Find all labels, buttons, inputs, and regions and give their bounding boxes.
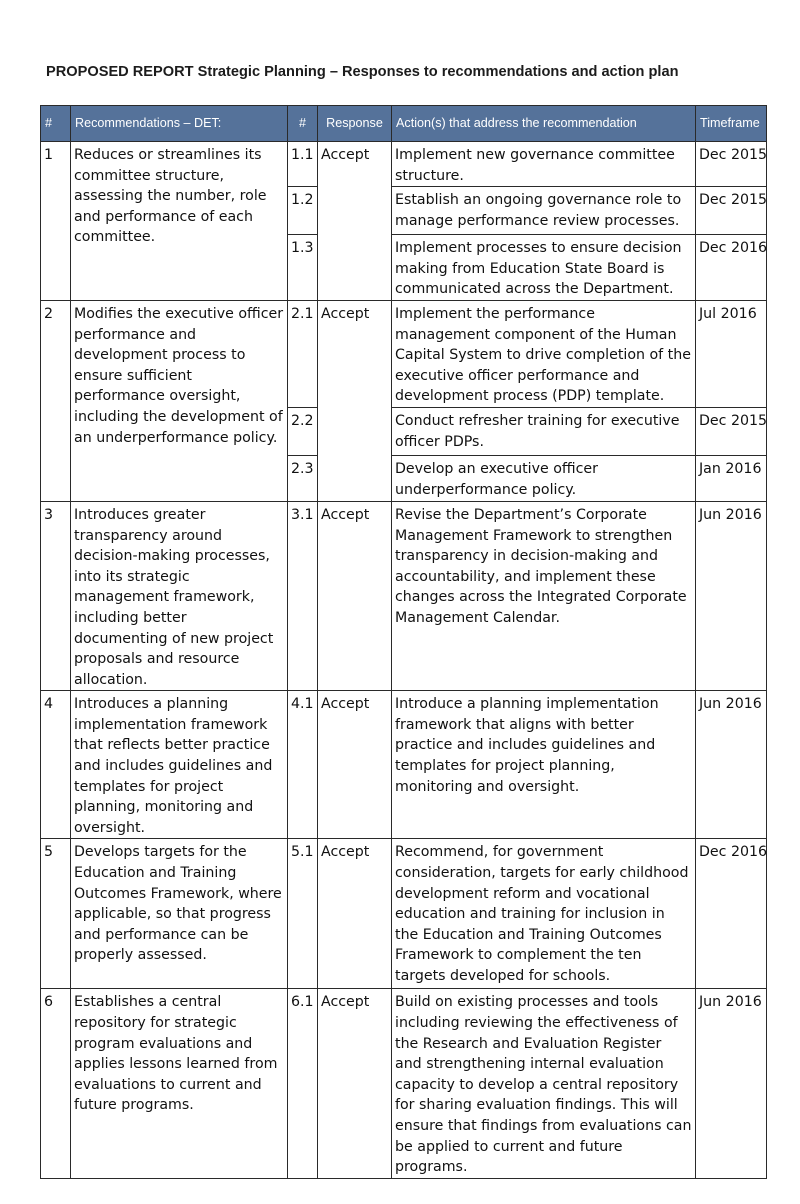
timeframe-value: Jul 2016 — [696, 300, 767, 407]
recommendation-text: Introduces greater transparency around decision-making processes, into its strategic management framework, including better documenting of new project proposals and resource allocation. — [71, 501, 288, 690]
action-text: Build on existing processes and tools including reviewing the effectiveness of the Research and Evaluation Register and strengthening internal evaluation capacity to develop a central repository for sharing evaluation findings. This will ensure that findings from evaluations can be applied to current and future programs. — [392, 989, 696, 1178]
recommendation-text: Modifies the executive officer performance and development process to ensure sufficient performance oversight, including the development of an underperformance policy. — [71, 300, 288, 501]
action-number: 1.2 — [288, 187, 318, 235]
action-number: 1.3 — [288, 235, 318, 301]
recommendation-number: 4 — [41, 691, 71, 839]
table-row — [41, 300, 767, 407]
response-value: Accept — [318, 142, 392, 301]
timeframe-value: Dec 2015 — [696, 407, 767, 455]
timeframe-value: Jun 2016 — [696, 501, 767, 690]
action-number: 2.3 — [288, 455, 318, 501]
timeframe-value: Dec 2016 — [696, 839, 767, 989]
action-text: Revise the Department’s Corporate Management Framework to strengthen transparency in decision-making and accountability, and implement these changes across the Integrated Corporate Management Calendar. — [392, 501, 696, 690]
action-text: Conduct refresher training for executive officer PDPs. — [392, 407, 696, 455]
action-number: 4.1 — [288, 691, 318, 839]
header-actions: Action(s) that address the recommendation — [392, 106, 696, 142]
action-text: Introduce a planning implementation framework that aligns with better practice and includes guidelines and templates for project planning, monitoring and oversight. — [392, 691, 696, 839]
table-row — [41, 839, 767, 989]
action-text: Develop an executive officer underperformance policy. — [392, 455, 696, 501]
recommendation-number: 1 — [41, 142, 71, 301]
table-header-row — [41, 106, 767, 142]
recommendation-text: Develops targets for the Education and Training Outcomes Framework, where applicable, so that progress and performance can be properly assessed. — [71, 839, 288, 989]
timeframe-value: Jun 2016 — [696, 691, 767, 839]
response-value: Accept — [318, 501, 392, 690]
recommendation-text: Introduces a planning implementation framework that reflects better practice and includes guidelines and templates for project planning, monitoring and oversight. — [71, 691, 288, 839]
action-number: 6.1 — [288, 989, 318, 1178]
response-value: Accept — [318, 989, 392, 1178]
recommendation-number: 2 — [41, 300, 71, 501]
action-text: Implement the performance management component of the Human Capital System to drive completion of the executive officer performance and development process (PDP) template. — [392, 300, 696, 407]
timeframe-value: Jun 2016 — [696, 989, 767, 1178]
action-number: 2.1 — [288, 300, 318, 407]
recommendation-number: 6 — [41, 989, 71, 1178]
table-row — [41, 142, 767, 187]
header-num: # — [41, 106, 71, 142]
timeframe-value: Dec 2015 — [696, 187, 767, 235]
header-sub-num: # — [288, 106, 318, 142]
recommendations-table — [40, 105, 767, 1179]
action-text: Recommend, for government consideration, targets for early childhood development reform and vocational education and training for inclusion in the Education and Training Outcomes Framework to complement the ten targets developed for schools. — [392, 839, 696, 989]
response-value: Accept — [318, 839, 392, 989]
action-text: Implement processes to ensure decision making from Education State Board is communicated across the Department. — [392, 235, 696, 301]
header-recommendations: Recommendations – DET: — [71, 106, 288, 142]
table-body — [41, 142, 767, 1179]
timeframe-value: Dec 2015 — [696, 142, 767, 187]
recommendation-number: 5 — [41, 839, 71, 989]
action-number: 2.2 — [288, 407, 318, 455]
timeframe-value: Jan 2016 — [696, 455, 767, 501]
timeframe-value: Dec 2016 — [696, 235, 767, 301]
table-row — [41, 691, 767, 839]
response-value: Accept — [318, 300, 392, 501]
page-title: PROPOSED REPORT Strategic Planning – Responses to recommendations and action plan — [46, 64, 679, 80]
header-response: Response — [318, 106, 392, 142]
table-row — [41, 989, 767, 1178]
action-number: 1.1 — [288, 142, 318, 187]
header-timeframe: Timeframe — [696, 106, 767, 142]
response-value: Accept — [318, 691, 392, 839]
action-number: 5.1 — [288, 839, 318, 989]
action-number: 3.1 — [288, 501, 318, 690]
recommendation-number: 3 — [41, 501, 71, 690]
recommendation-text: Reduces or streamlines its committee structure, assessing the number, role and performance of each committee. — [71, 142, 288, 301]
action-text: Implement new governance committee structure. — [392, 142, 696, 187]
action-text: Establish an ongoing governance role to manage performance review processes. — [392, 187, 696, 235]
table-row — [41, 501, 767, 690]
recommendation-text: Establishes a central repository for strategic program evaluations and applies lessons learned from evaluations to current and future programs. — [71, 989, 288, 1178]
